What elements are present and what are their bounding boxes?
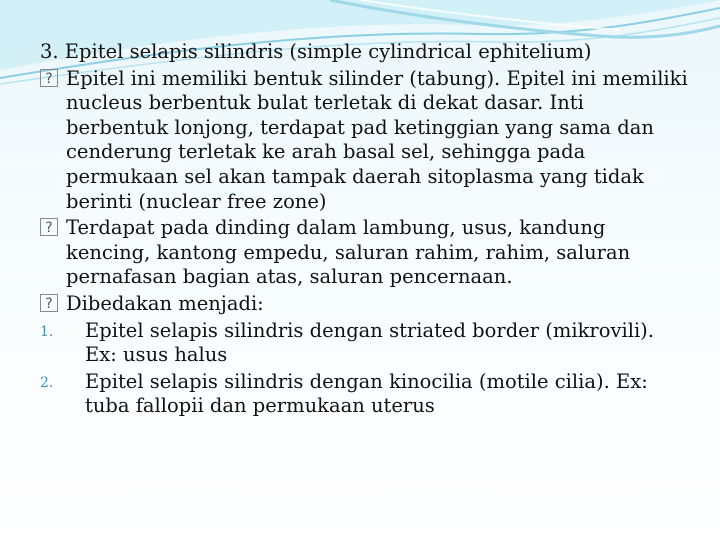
bullet-text: Terdapat pada dinding dalam lambung, usus, kandung kencing, kantong empedu, saluran rahim, rahim, saluran pernafasan bagian atas, saluran pencernaan. bbox=[66, 216, 631, 289]
numbered-text: Epitel selapis silindris dengan kinocilia (motile cilia). Ex: tuba fallopii dan permukaan uterus bbox=[85, 369, 648, 418]
bullet-item bbox=[40, 216, 690, 290]
slide-content bbox=[40, 40, 690, 421]
missing-glyph-icon: ? bbox=[40, 218, 58, 236]
list-number: 2. bbox=[40, 374, 54, 391]
bullet-text: Epitel ini memiliki bentuk silinder (tabung). Epitel ini memiliki nucleus berbentuk bulat terletak di dekat dasar. Inti berbentuk lonjong, terdapat pad ketinggian yang sama dan cenderung terletak ke arah basal sel, sehingga pada permukaan sel akan tampak daerah sitoplasma yang tidak berinti (nuclear free zone) bbox=[66, 66, 688, 213]
slide-title: 3. Epitel selapis silindris (simple cylindrical ephitelium) bbox=[40, 40, 592, 63]
list-number: 1. bbox=[40, 323, 54, 340]
missing-glyph-icon: ? bbox=[40, 69, 58, 87]
numbered-item bbox=[40, 370, 690, 419]
numbered-text: Epitel selapis silindris dengan striated border (mikrovili). Ex: usus halus bbox=[85, 318, 654, 367]
numbered-item bbox=[40, 319, 690, 368]
missing-glyph-icon: ? bbox=[40, 294, 58, 312]
bullet-item bbox=[40, 292, 690, 317]
bullet-item bbox=[40, 67, 690, 215]
bullet-text: Dibedakan menjadi: bbox=[66, 291, 264, 315]
